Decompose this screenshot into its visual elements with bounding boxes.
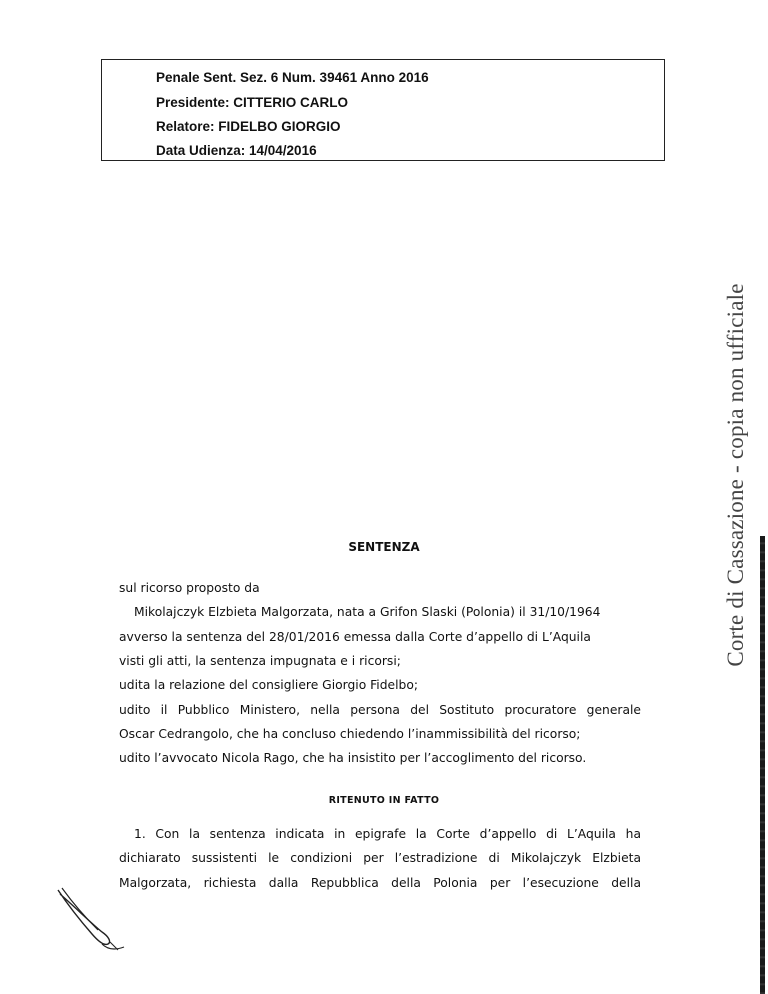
prosecutor-line: udito il Pubblico Ministero, nella persona del Sostituto procuratore generale: [119, 703, 641, 717]
presiding-judge: Presidente: CITTERIO CARLO: [156, 95, 349, 110]
paragraph-line: dichiarato sussistenti le condizioni per l’estradizione di Mikolajczyk Elzbieta: [119, 851, 641, 865]
documents-line: visti gli atti, la sentenza impugnata e i ricorsi;: [119, 654, 401, 668]
unofficial-copy-watermark: Corte di Cassazione - copia non ufficiale: [723, 283, 748, 667]
paragraph-line: 1. Con la sentenza indicata in epigrafe la Corte d’appello di L’Aquila ha: [134, 827, 641, 841]
prosecutor-conclusion-line: Oscar Cedrangolo, che ha concluso chiedendo l’inammissibilità del ricorso;: [119, 727, 581, 741]
document-header-box: [101, 59, 665, 161]
scan-edge-strip: [760, 536, 765, 994]
document-title: SENTENZA: [348, 540, 420, 554]
appellant-line: Mikolajczyk Elzbieta Malgorzata, nata a Grifon Slaski (Polonia) il 31/10/1964: [134, 605, 601, 619]
rapporteur: Relatore: FIDELBO GIORGIO: [156, 119, 341, 134]
handwritten-signature: [48, 884, 128, 956]
lawyer-line: udito l’avvocato Nicola Rago, che ha insistito per l’accoglimento del ricorso.: [119, 751, 587, 765]
case-reference: Penale Sent. Sez. 6 Num. 39461 Anno 2016: [156, 70, 429, 85]
rapporteur-report-line: udita la relazione del consigliere Giorgio Fidelbo;: [119, 678, 418, 692]
intro-line: sul ricorso proposto da: [119, 581, 260, 595]
appealed-judgment-line: avverso la sentenza del 28/01/2016 emessa dalla Corte d’appello di L’Aquila: [119, 630, 591, 644]
section-heading: RITENUTO IN FATTO: [328, 795, 440, 806]
paragraph-line: Malgorzata, richiesta dalla Repubblica della Polonia per l’esecuzione della: [119, 876, 641, 890]
hearing-date: Data Udienza: 14/04/2016: [156, 143, 317, 158]
